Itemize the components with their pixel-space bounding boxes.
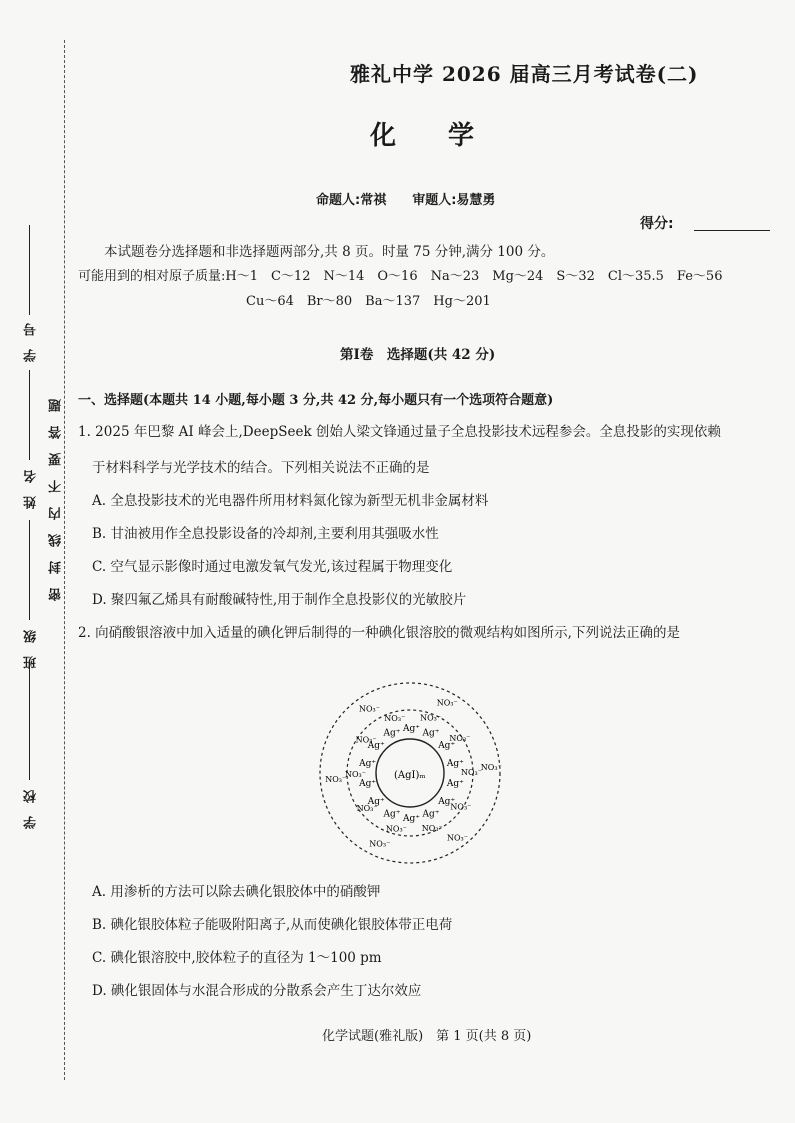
q2-option-b: B. 碘化银胶体粒子能吸附阳离子,从而使碘化银胶体带正电荷 [92, 917, 453, 933]
student-id-fill-line [29, 225, 30, 315]
class-fill-line [29, 520, 30, 620]
atomic-masses-line1: 可能用到的相对原子质量:H～1 C～12 N～14 O～16 Na～23 Mg～24 S～32 Cl～35.5 Fe～56 [78, 269, 723, 284]
q1-option-c: C. 空气显示影像时通过电激发氧气发光,该过程属于物理变化 [92, 559, 453, 575]
ag-ion-label: Ag⁺ [446, 759, 464, 769]
score-label: 得分: [640, 216, 674, 232]
school-label: 学 校 [24, 790, 39, 829]
q2-option-a: A. 用渗析的方法可以除去碘化银胶体中的硝酸钾 [92, 884, 381, 900]
section-heading: 一、选择题(本题共 14 小题,每小题 3 分,共 42 分,每小题只有一个选项符合题意) [78, 393, 554, 408]
nitrate-ion-label-outer: NO₃⁻ [325, 775, 347, 784]
exam-intro: 本试题卷分选择题和非选择题两部分,共 8 页。时量 75 分钟,满分 100 分。 [104, 244, 555, 260]
q2-option-d: D. 碘化银固体与水混合形成的分散系会产生丁达尔效应 [92, 983, 422, 999]
nitrate-ion-label-inner: NO₃⁻ [345, 769, 366, 779]
q1-option-a: A. 全息投影技术的光电器件所用材料氮化镓为新型无机非金属材料 [92, 493, 489, 509]
ag-ion-label: Ag⁺ [403, 814, 421, 824]
q1-option-b: B. 甘油被用作全息投影设备的冷却剂,主要利用其强吸水性 [92, 526, 439, 542]
nitrate-ion-label-inner: NO₃⁻ [384, 714, 406, 724]
ag-ion-label: Ag⁺ [422, 728, 440, 739]
ag-ion-label: Ag⁺ [403, 724, 421, 734]
ag-ion-label: Ag⁺ [383, 809, 401, 820]
nitrate-ion-label-outer: NO₃⁻ [447, 833, 468, 843]
subject-title: 化学 [370, 121, 527, 151]
nitrate-ion-label-outer: NO₃⁻ [359, 704, 380, 714]
student-id-label: 学 号 [24, 323, 39, 362]
ag-ion-label: Ag⁺ [422, 809, 440, 820]
nitrate-ion-label-inner: NO₃⁻ [449, 734, 471, 744]
nitrate-ion-label-outer: NO₃⁻ [369, 839, 391, 849]
name-label: 姓 名 [24, 470, 39, 509]
q1-stem-line2: 于材料科学与光学技术的结合。下列相关说法不正确的是 [92, 460, 430, 476]
school-fill-line [29, 660, 30, 780]
nitrate-ion-label-inner: NO₃⁻ [385, 824, 407, 834]
exam-authors: 命题人:常祺 审题人:易慧勇 [316, 193, 496, 208]
ag-ion-label: Ag⁺ [367, 797, 385, 808]
nitrate-ion-label-inner: NO₃⁻ [450, 802, 472, 812]
atomic-masses-line2: Cu～64 Br～80 Ba～137 Hg～201 [246, 294, 491, 309]
nitrate-ion-label-inner: NO₃⁻ [421, 823, 443, 833]
agi-colloid-diagram [310, 676, 510, 876]
section-title: 第Ⅰ卷 选择题(共 42 分) [340, 347, 496, 363]
nitrate-ion-label-inner: NO₃⁻ [356, 803, 378, 813]
exam-title: 雅礼中学 2026 届高三月考试卷(二) [350, 62, 699, 86]
class-label: 班 级 [24, 630, 39, 669]
core-label: (AgI)ₘ [394, 770, 426, 781]
nitrate-ion-label-inner: NO₃⁻ [355, 735, 377, 745]
nitrate-ion-label-inner: NO₃⁻ [420, 713, 442, 723]
nitrate-ion-label-outer: NO₃⁻ [480, 763, 502, 772]
ag-ion-label: Ag⁺ [446, 779, 464, 789]
ag-ion-label: Ag⁺ [438, 797, 456, 808]
seal-notice: 密封线内不要答题 [49, 385, 64, 601]
q2-option-c: C. 碘化银溶胶中,胶体粒子的直径为 1～100 pm [92, 950, 382, 966]
nitrate-ion-label-inner: NO₃⁻ [461, 768, 482, 778]
ag-ion-label: Ag⁺ [359, 779, 377, 789]
score-blank [694, 230, 770, 231]
name-fill-line [29, 370, 30, 460]
q2-stem: 2. 向硝酸银溶液中加入适量的碘化钾后制得的一种碘化银溶胶的微观结构如图所示,下列说法正确的是 [78, 625, 680, 641]
ag-ion-label: Ag⁺ [383, 728, 401, 739]
ag-ion-label: Ag⁺ [438, 740, 456, 751]
q1-option-d: D. 聚四氟乙烯具有耐酸碱特性,用于制作全息投影仪的光敏胶片 [92, 592, 467, 608]
ag-ion-label: Ag⁺ [359, 759, 377, 769]
nitrate-ion-label-outer: NO₃⁻ [436, 698, 458, 708]
ag-ion-label: Ag⁺ [367, 740, 385, 751]
page-footer: 化学试题(雅礼版) 第 1 页(共 8 页) [322, 1029, 532, 1044]
q1-stem-line1: 1. 2025 年巴黎 AI 峰会上,DeepSeek 创始人梁文锋通过量子全息投影技术远程参会。全息投影的实现依赖 [78, 424, 721, 440]
